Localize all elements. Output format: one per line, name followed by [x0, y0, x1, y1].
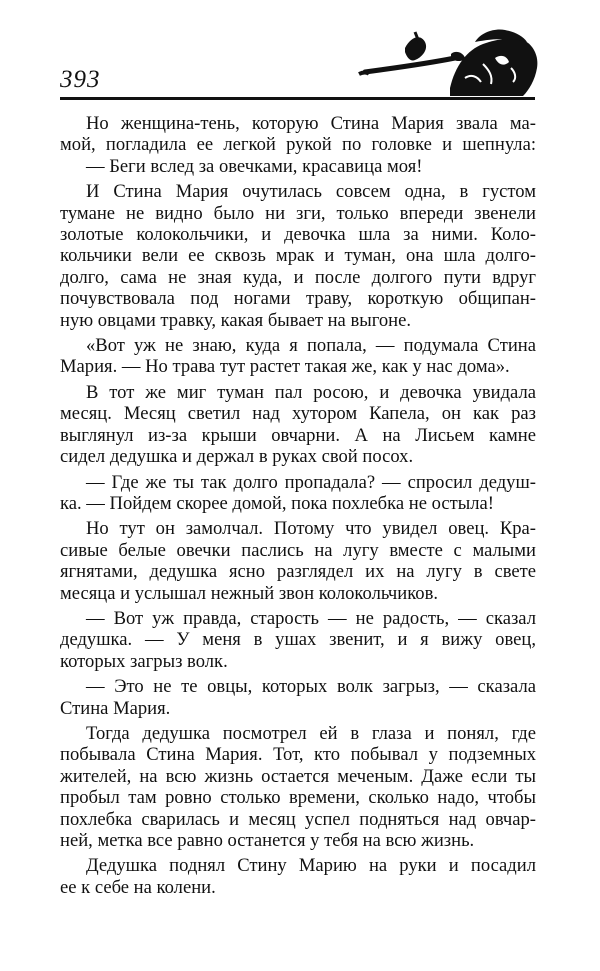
text-line: сивые белые овечки паслись на лугу вместе с малыми — [60, 539, 536, 561]
text-line: выглянул из-за крыши овчарни. А на Лисьем камне — [60, 424, 536, 446]
header-rule — [60, 97, 535, 100]
text-line: И Стина Мария очутилась совсем одна, в густом — [86, 181, 536, 203]
header-illustration — [355, 28, 540, 100]
text-line: похлебка сварилась и месяц успел подняться над овчар- — [60, 808, 536, 830]
text-line: — Это не те овцы, которых волк загрыз, — сказала — [86, 676, 536, 698]
text-line: ее к себе на колени. — [60, 876, 216, 898]
text-line: В тот же миг туман пал росою, и девочка увидала — [86, 381, 536, 403]
page-number: 393 — [60, 66, 101, 93]
text-line: тумане не видно было ни зги, только впереди звенели — [60, 202, 536, 224]
text-line: Но тут он замолчал. Потому что увидел овец. Кра- — [86, 518, 536, 540]
text-line: которых загрыз волк. — [60, 650, 228, 672]
text-line: кольчики вели ее сквозь мрак и туман, она шла долго- — [60, 245, 536, 267]
text-line: ягнятами, дедушка ясно разглядел их на лугу в свете — [60, 561, 536, 583]
text-line: сидел дедушка и держал в руках свой посох. — [60, 446, 414, 468]
text-line: ка. — Пойдем скорее домой, пока похлебка не остыла! — [60, 492, 494, 514]
text-line: Мария. — Но трава тут растет такая же, как у нас дома». — [60, 356, 510, 378]
text-line: золотые колокольчики, и девочка шла за ними. Коло- — [60, 224, 536, 246]
text-line: месяц. Месяц светил над хутором Капела, он как раз — [60, 403, 536, 425]
text-line: жителей, на всю жизнь остается меченым. Даже если ты — [60, 765, 536, 787]
text-line: ную овцами травку, какая бывает на выгоне. — [60, 309, 412, 331]
text-line: почувствовала под ногами траву, короткую общипан- — [60, 288, 536, 310]
text-line: мой, погладила ее легкой рукой по головке и шепнула: — [60, 134, 536, 156]
text-line: дедушка. — У меня в ушах звенит, и я вижу овец, — [60, 629, 536, 651]
text-line: долго, сама не зная куда, и после долгого пути вдруг — [60, 266, 536, 288]
text-line: побывала Стина Мария. Тот, кто побывал у подземных — [60, 744, 536, 766]
text-line: месяца и услышал нежный звон колокольчиков. — [60, 582, 439, 604]
text-line: — Вот уж правда, старость — не радость, — сказал — [86, 607, 536, 629]
body-text — [60, 113, 536, 898]
text-line: «Вот уж не знаю, куда я попала, — подумала Стина — [86, 335, 536, 357]
text-line: пробыл там ровно столько времени, сколько надо, чтобы — [60, 787, 536, 809]
text-line: — Где же ты так долго пропадала? — спросил дедуш- — [86, 471, 536, 493]
text-line: Тогда дедушка посмотрел ей в глаза и понял, где — [86, 722, 536, 744]
text-line: Но женщина-тень, которую Стина Мария звала ма- — [86, 113, 536, 134]
text-line: Стина Мария. — [60, 697, 171, 719]
text-line: ней, метка все равно останется у тебя на всю жизнь. — [60, 830, 475, 851]
text-line: Дедушка поднял Стину Марию на руки и посадил — [86, 855, 536, 877]
text-line: — Беги вслед за овечками, красавица моя! — [86, 155, 423, 177]
